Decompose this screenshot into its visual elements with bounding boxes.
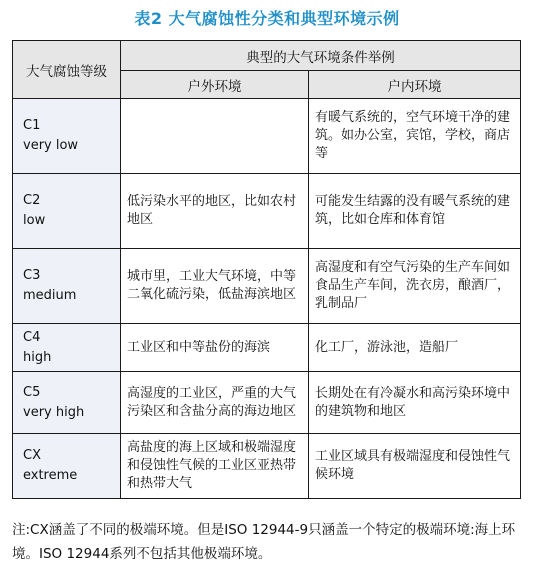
grade-code: C4 — [23, 329, 41, 345]
grade-level: very low — [23, 138, 79, 153]
grade-level: high — [23, 349, 52, 365]
grade-cell — [13, 324, 121, 372]
indoor-cell: 长期处在有冷凝水和高污染环境中的建筑物和地区 — [309, 372, 521, 434]
table-title: 表2 大气腐蚀性分类和典型环境示例 — [134, 9, 400, 28]
header-indoor: 户内环境 — [309, 71, 521, 99]
grade-code: CX — [23, 448, 41, 463]
corrosivity-table — [12, 40, 521, 499]
outdoor-cell — [121, 99, 309, 174]
indoor-cell: 工业区域具有极端湿度和侵蚀性气候环境 — [309, 434, 521, 499]
indoor-cell: 化工厂，游泳池，造船厂 — [309, 324, 521, 372]
header-group: 典型的大气环境条件举例 — [121, 41, 521, 71]
grade-level: low — [23, 213, 46, 228]
table-row — [13, 249, 521, 324]
grade-code: C2 — [23, 193, 41, 208]
header-grade: 大气腐蚀等级 — [13, 41, 121, 99]
outdoor-cell: 高湿度的工业区，严重的大气污染区和含盐分高的海边地区 — [121, 372, 309, 434]
grade-level: extreme — [23, 468, 78, 483]
grade-cell — [13, 434, 121, 499]
outdoor-cell: 高盐度的海上区域和极端湿度和侵蚀性气候的工业区亚热带和热带大气 — [121, 434, 309, 499]
grade-code: C5 — [23, 384, 41, 400]
grade-code: C3 — [23, 268, 41, 283]
table-row — [13, 174, 521, 249]
indoor-cell: 高湿度和有空气污染的生产车间如食品生产车间，洗衣房，酿酒厂，乳制品厂 — [309, 249, 521, 324]
table-row — [13, 434, 521, 499]
grade-cell — [13, 174, 121, 249]
table-row — [13, 324, 521, 372]
indoor-cell: 有暖气系统的，空气环境干净的建筑。如办公室，宾馆，学校，商店等 — [309, 99, 521, 174]
grade-level: very high — [23, 404, 85, 420]
table-row — [13, 372, 521, 434]
outdoor-cell: 工业区和中等盐份的海滨 — [121, 324, 309, 372]
grade-code: C1 — [23, 118, 41, 133]
outdoor-cell: 城市里，工业大气环境，中等二氧化硫污染，低盐海滨地区 — [121, 249, 309, 324]
grade-cell — [13, 249, 121, 324]
grade-cell — [13, 99, 121, 174]
grade-level: medium — [23, 288, 77, 303]
table-row — [13, 99, 521, 174]
indoor-cell: 可能发生结露的没有暖气系统的建筑，比如仓库和体育馆 — [309, 174, 521, 249]
footnote: 注:CX涵盖了不同的极端环境。但是ISO 12944-9只涵盖一个特定的极端环境:海上环境。ISO 12944系列不包括其他极端环境。 — [12, 522, 516, 562]
grade-cell — [13, 372, 121, 434]
outdoor-cell: 低污染水平的地区，比如农村地区 — [121, 174, 309, 249]
header-outdoor: 户外环境 — [121, 71, 309, 99]
